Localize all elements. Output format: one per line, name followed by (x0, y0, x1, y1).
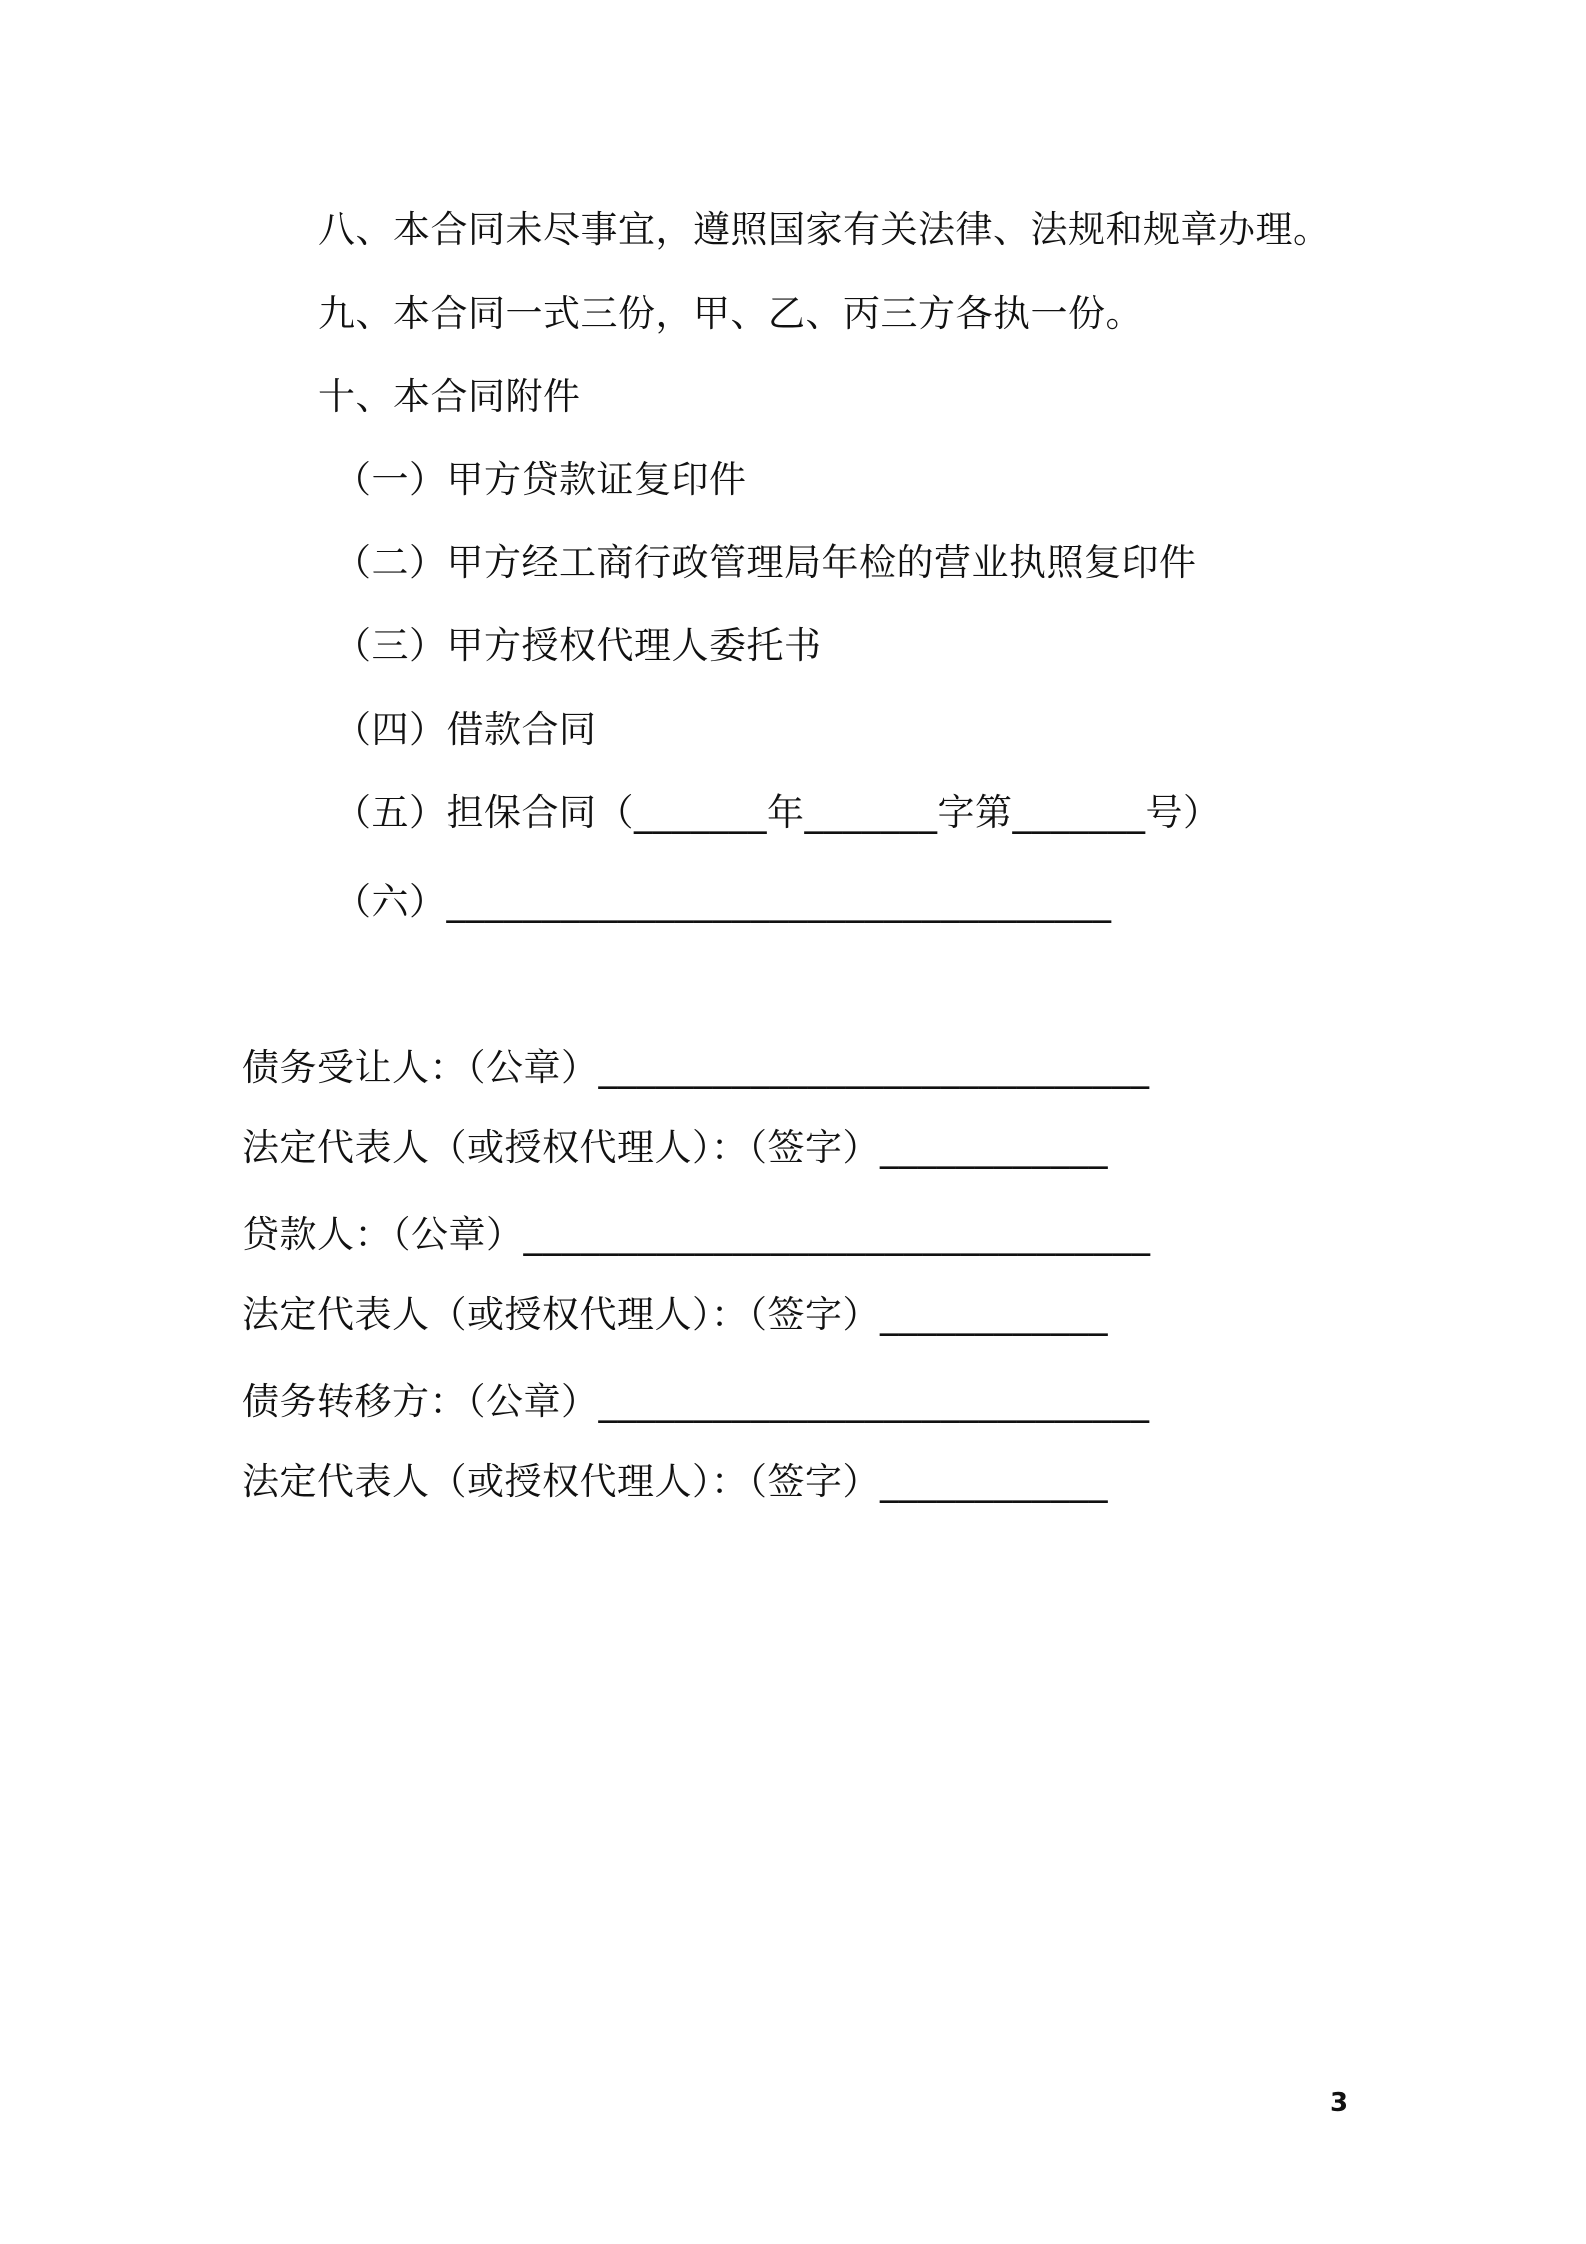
clause-9: 九、本合同一式三份，甲、乙、丙三方各执一份。 (318, 292, 1143, 335)
signature-lender-seal: 贷款人：（公章）_________________________________ (242, 1213, 1151, 1256)
signature-transferor-seal: 债务转移方：（公章）_____________________________ (242, 1380, 1150, 1423)
page-number: 3 (1330, 2088, 1349, 2118)
annex-item-4: （四）借款合同 (334, 708, 597, 751)
signature-assignee-seal: 债务受让人：（公章）_____________________________ (242, 1046, 1150, 1089)
annex-item-1: （一）甲方贷款证复印件 (334, 458, 747, 501)
signature-lender-representative: 法定代表人（或授权代理人）：（签字）____________ (242, 1293, 1108, 1336)
clause-10: 十、本合同附件 (318, 375, 581, 418)
annex-item-6: （六）___________________________________ (334, 880, 1112, 923)
clause-8: 八、本合同未尽事宜，遵照国家有关法律、法规和规章办理。 (318, 208, 1331, 251)
signature-transferor-representative: 法定代表人（或授权代理人）：（签字）____________ (242, 1460, 1108, 1503)
signature-assignee-representative: 法定代表人（或授权代理人）：（签字）____________ (242, 1126, 1108, 1169)
annex-item-3: （三）甲方授权代理人委托书 (334, 624, 822, 667)
annex-item-5: （五）担保合同（_______年_______字第_______号） (334, 791, 1221, 834)
annex-item-2: （二）甲方经工商行政管理局年检的营业执照复印件 (334, 541, 1197, 584)
